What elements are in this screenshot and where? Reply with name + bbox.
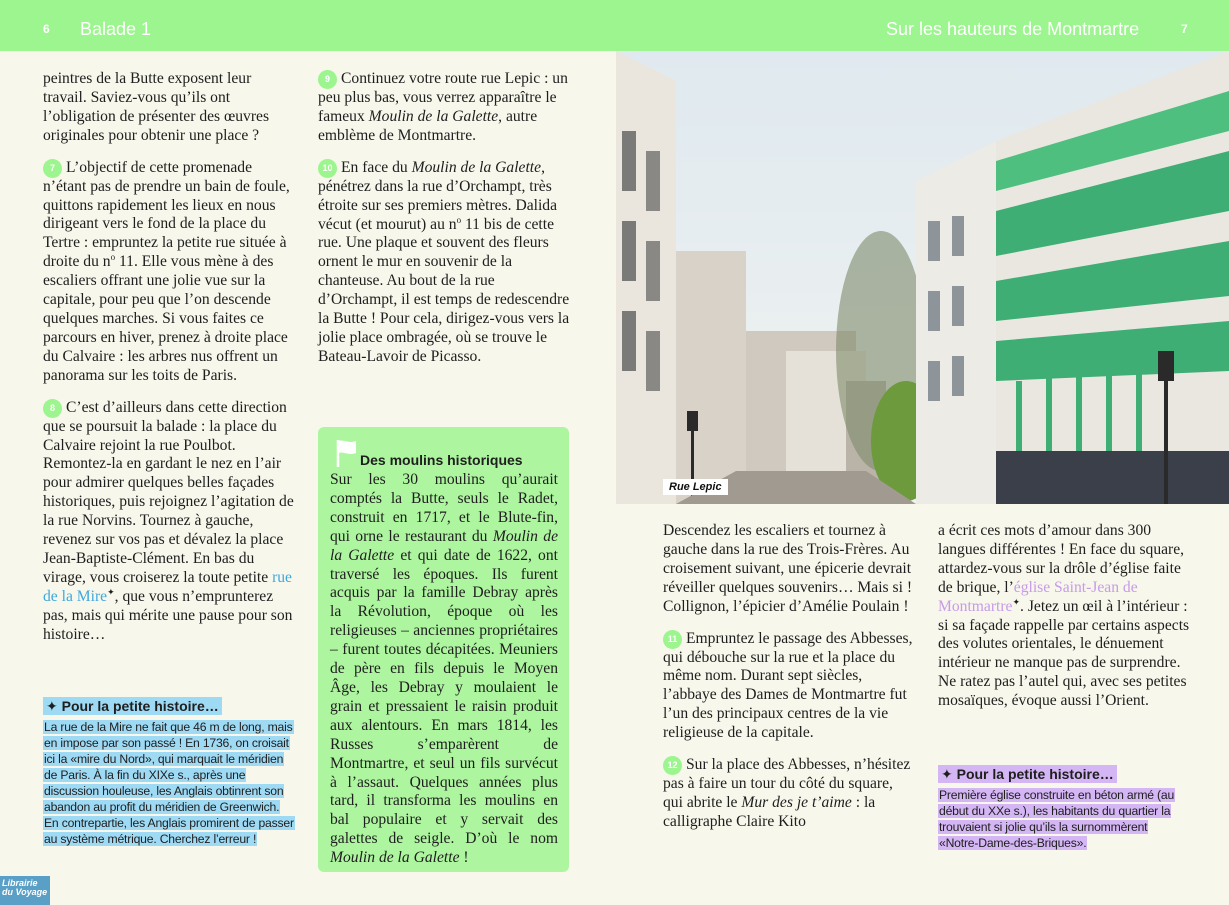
- windmills-info-box: [318, 427, 569, 872]
- note-body: Première église construite en béton armé (au début du XXe s.), les habitants du quartier la trouvaient si jolie qu’ils la surnommèrent «Notre-Dame-des-Briques».: [939, 788, 1175, 850]
- step-number-badge: 9: [318, 70, 337, 89]
- star-icon: ✦: [1012, 596, 1021, 607]
- step-10: 10 En face du Moulin de la Galette, pénétrez dans la rue d’Orchampt, très étroite sur ses premiers mètres. Dalida vécut (et mourut) au $n^o$ 11 bis de cette rue. Une plaque et souvent des fleurs ornent le mur en souvenir de la chanteuse. Au bout de la rue d’Orchampt, il est temps de redescendre la Butte ! Pour cela, dirigez-vous vers la jolie place ombragée, où se trouve le Bateau-Lavoir de Picasso.: [318, 158, 570, 365]
- column-3: [663, 522, 915, 845]
- note-title: ✦ Pour la petite histoire…: [938, 765, 1117, 783]
- history-note-blue: [43, 697, 295, 847]
- note-body: La rue de la Mire ne fait que 46 m de long, mais en impose par son passé ! En 1736, on croisait ici la «mire du Nord», qui marquait le méridien de Paris. À la fin du XIXe s., après une discussion houleuse, les Anglais obtinrent son abandon au profit du méridien de Greenwich. En contrepartie, les Anglais promirent de passer au système métrique. Cherchez l’erreur !: [44, 720, 294, 846]
- left-running-title: Balade 1: [80, 19, 152, 39]
- step-9: 9 Continuez votre route rue Lepic : un peu plus bas, vous verrez apparaître le fameux Moulin de la Galette, autre emblème de Montmartre.: [318, 70, 568, 144]
- history-note-purple: [938, 765, 1183, 851]
- eglise-saint-jean-link[interactable]: église Saint-Jean de Montmartre: [938, 578, 1138, 615]
- step-11: 11 Empruntez le passage des Abbesses, qui débouche sur la rue et la place du même nom. Durant sept siècles, l’abbaye des Dames de Montmartre fut l’un des principaux centres de la vie religieuse de la capitale.: [663, 629, 913, 742]
- column-2: [318, 70, 570, 380]
- column-1: [43, 70, 296, 657]
- rue-lepic-photo: [616, 51, 1229, 504]
- page-header: [0, 0, 1229, 51]
- box-body: Sur les 30 moulins qu’aurait comptés la Butte, seuls le Radet, construit en 1717, et le Blute-fin, qui orne le restaurant du Moulin de la Galette et qui date de 1622, ont traversé les époques. Ils furent acquis par la famille Debray après la Révolution, époque où les religieuses – anciennes propriétaires – furent toutes décapitées. Meuniers de père en fils depuis le Moyen Âge, les Debray y moulaient le grain et pressaient le raisin produit aux alentours. En mars 1814, les Russes s’emparèrent de Montmartre, et seul un fils survécut à l’assaut. Quelques années plus tard, il transforma les moulins en bal populaire et y servait des galettes de seigle. D’où le nom Moulin de la Galette !: [330, 471, 559, 867]
- step-number-badge: 11: [663, 630, 682, 649]
- left-page-number: 6: [43, 22, 50, 36]
- note-title: ✦ Pour la petite histoire…: [43, 697, 222, 715]
- right-page-number: 7: [1181, 22, 1188, 36]
- step-number-badge: 10: [318, 159, 337, 178]
- step-number-badge: 12: [663, 756, 682, 775]
- paragraph: Descendez les escaliers et tournez à gauche dans la rue des Trois-Frères. Au croisement suivant, une épicerie devrait réveiller quelques souvenirs… Mais si ! Collignon, l’épicier d’Amélie Poulain !: [663, 522, 913, 615]
- step-12: 12 Sur la place des Abbesses, n’hésitez pas à faire un tour du côté du square, qui abrite le Mur des je t’aime : la calligraphe Claire Kito: [663, 756, 911, 830]
- street-photo: [616, 51, 1229, 504]
- star-icon: ✦: [107, 586, 115, 597]
- step-8: 8 C’est d’ailleurs dans cette direction que se poursuit la balade : la place du Calvaire rejoint la rue Poulbot. Remontez-la en gardant le nez en l’air pour admirer quelques belles façades historiques, puis rejoignez l’agitation de la rue Norvins. Tournez à gauche, revenez sur vos pas et dévalez la place Jean-Baptiste-Clément. En bas du virage, vous croiserez la toute petite rue de la Mire✦, que vous n’emprunterez pas, mais qui mérite une pause pour son histoire…: [43, 398, 294, 643]
- rue-de-la-mire-link[interactable]: rue de la Mire: [43, 568, 292, 605]
- right-running-title: Sur les hauteurs de Montmartre: [886, 19, 1140, 39]
- step-number-badge: 8: [43, 399, 62, 418]
- step-7: 7 L’objectif de cette promenade n’étant pas de prendre un bain de foule, quittons rapidement les lieux en nous dirigeant vers le fond de la place du Tertre : empruntez la petite rue située à droite du $n^o$ 11. Elle vous mène à des escaliers offrant une jolie vue sur la capitale, pour peu que l’on descende quelques marches. Si vous faites ce parcours en hiver, prenez à droite place du Calvaire : les arbres nus offrent un panorama sur les toits de Paris.: [43, 158, 290, 384]
- paragraph: a écrit ces mots d’amour dans 300 langues différentes ! En face du square, attardez-vous sur la drôle d’église faite de brique, l’église Saint-Jean de Montmartre✦. Jetez un œil à l’intérieur : si sa façade rappelle par certains aspects des volutes orientales, le dénuement intérieur ne manque pas de surprendre. Ne ratez pas l’autel qui, avec ses petites mosaïques, évoque aussi l’Orient.: [938, 522, 1190, 710]
- column-4: [938, 522, 1190, 724]
- publisher-logo: Librairie du Voyage: [0, 876, 50, 905]
- photo-caption: Rue Lepic: [663, 479, 728, 495]
- box-title: Des moulins historiques: [360, 452, 523, 468]
- paragraph: peintres de la Butte exposent leur travail. Saviez-vous qu’ils ont l’obligation de présenter des œuvres originales pour obtenir une place ?: [43, 70, 270, 144]
- flag-icon: [335, 438, 359, 468]
- step-number-badge: 7: [43, 159, 62, 178]
